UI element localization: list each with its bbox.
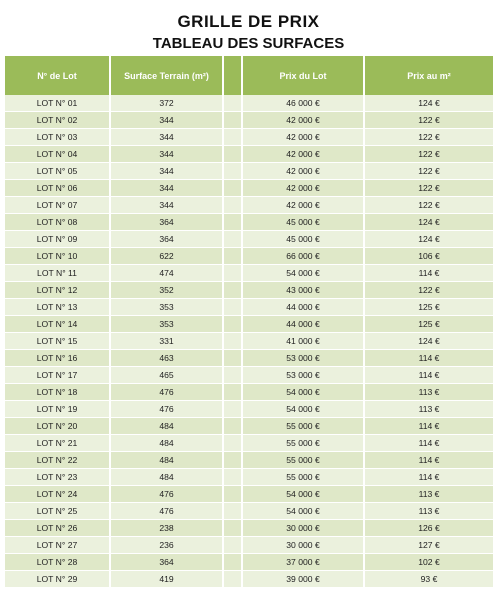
cell-spacer — [224, 248, 243, 265]
cell-price-per-m2: 124 € — [365, 231, 495, 248]
table-row — [5, 452, 495, 469]
cell-lot-number: LOT N° 27 — [5, 537, 111, 554]
cell-lot-number: LOT N° 24 — [5, 486, 111, 503]
cell-price-per-m2: 114 € — [365, 367, 495, 384]
cell-spacer — [224, 401, 243, 418]
cell-lot-number: LOT N° 06 — [5, 180, 111, 197]
cell-spacer — [224, 180, 243, 197]
cell-price-per-m2: 114 € — [365, 452, 495, 469]
table-row — [5, 95, 495, 112]
cell-surface: 484 — [111, 435, 224, 452]
cell-lot-price: 54 000 € — [243, 401, 365, 418]
cell-price-per-m2: 114 € — [365, 265, 495, 282]
cell-lot-price: 53 000 € — [243, 350, 365, 367]
cell-spacer — [224, 367, 243, 384]
price-table — [5, 56, 495, 588]
table-row — [5, 265, 495, 282]
cell-surface: 331 — [111, 333, 224, 350]
cell-lot-price: 42 000 € — [243, 163, 365, 180]
table-row — [5, 197, 495, 214]
cell-spacer — [224, 197, 243, 214]
cell-lot-number: LOT N° 15 — [5, 333, 111, 350]
cell-surface: 344 — [111, 112, 224, 129]
cell-surface: 465 — [111, 367, 224, 384]
cell-price-per-m2: 113 € — [365, 503, 495, 520]
cell-lot-number: LOT N° 26 — [5, 520, 111, 537]
cell-lot-price: 55 000 € — [243, 452, 365, 469]
cell-lot-number: LOT N° 14 — [5, 316, 111, 333]
cell-surface: 364 — [111, 214, 224, 231]
table-row — [5, 282, 495, 299]
cell-spacer — [224, 384, 243, 401]
table-row — [5, 537, 495, 554]
cell-lot-number: LOT N° 02 — [5, 112, 111, 129]
cell-lot-number: LOT N° 16 — [5, 350, 111, 367]
cell-spacer — [224, 214, 243, 231]
cell-spacer — [224, 112, 243, 129]
table-row — [5, 231, 495, 248]
cell-surface: 474 — [111, 265, 224, 282]
cell-lot-price: 55 000 € — [243, 435, 365, 452]
cell-surface: 484 — [111, 469, 224, 486]
cell-price-per-m2: 93 € — [365, 571, 495, 588]
cell-surface: 344 — [111, 129, 224, 146]
cell-spacer — [224, 265, 243, 282]
cell-price-per-m2: 122 € — [365, 282, 495, 299]
cell-lot-number: LOT N° 11 — [5, 265, 111, 282]
cell-price-per-m2: 113 € — [365, 384, 495, 401]
table-row — [5, 418, 495, 435]
page-subtitle: TABLEAU DES SURFACES — [152, 35, 345, 52]
cell-lot-price: 54 000 € — [243, 265, 365, 282]
cell-surface: 364 — [111, 554, 224, 571]
cell-price-per-m2: 102 € — [365, 554, 495, 571]
table-row — [5, 401, 495, 418]
cell-surface: 484 — [111, 418, 224, 435]
cell-lot-price: 45 000 € — [243, 214, 365, 231]
table-row — [5, 503, 495, 520]
cell-lot-price: 41 000 € — [243, 333, 365, 350]
cell-lot-price: 66 000 € — [243, 248, 365, 265]
cell-price-per-m2: 125 € — [365, 299, 495, 316]
cell-lot-number: LOT N° 10 — [5, 248, 111, 265]
page-title: GRILLE DE PRIX — [177, 12, 320, 31]
cell-lot-number: LOT N° 09 — [5, 231, 111, 248]
cell-lot-number: LOT N° 23 — [5, 469, 111, 486]
table-row — [5, 350, 495, 367]
table-header-row — [5, 56, 495, 95]
cell-lot-number: LOT N° 07 — [5, 197, 111, 214]
cell-price-per-m2: 122 € — [365, 180, 495, 197]
table-row — [5, 129, 495, 146]
table-row — [5, 469, 495, 486]
cell-spacer — [224, 282, 243, 299]
cell-surface: 484 — [111, 452, 224, 469]
cell-surface: 476 — [111, 503, 224, 520]
cell-spacer — [224, 503, 243, 520]
cell-spacer — [224, 452, 243, 469]
cell-surface: 236 — [111, 537, 224, 554]
cell-lot-number: LOT N° 18 — [5, 384, 111, 401]
cell-surface: 344 — [111, 146, 224, 163]
cell-lot-price: 55 000 € — [243, 469, 365, 486]
cell-lot-price: 54 000 € — [243, 503, 365, 520]
cell-lot-number: LOT N° 13 — [5, 299, 111, 316]
table-row — [5, 571, 495, 588]
table-row — [5, 214, 495, 231]
cell-lot-price: 53 000 € — [243, 367, 365, 384]
cell-surface: 476 — [111, 486, 224, 503]
cell-spacer — [224, 537, 243, 554]
cell-price-per-m2: 113 € — [365, 401, 495, 418]
table-row — [5, 112, 495, 129]
cell-surface: 344 — [111, 163, 224, 180]
cell-price-per-m2: 122 € — [365, 129, 495, 146]
cell-lot-number: LOT N° 21 — [5, 435, 111, 452]
cell-surface: 372 — [111, 95, 224, 112]
cell-lot-number: LOT N° 17 — [5, 367, 111, 384]
cell-spacer — [224, 316, 243, 333]
table-row — [5, 367, 495, 384]
cell-surface: 344 — [111, 197, 224, 214]
cell-price-per-m2: 126 € — [365, 520, 495, 537]
cell-lot-price: 54 000 € — [243, 384, 365, 401]
cell-price-per-m2: 114 € — [365, 418, 495, 435]
cell-spacer — [224, 520, 243, 537]
cell-lot-price: 42 000 € — [243, 112, 365, 129]
cell-lot-price: 30 000 € — [243, 537, 365, 554]
cell-lot-number: LOT N° 04 — [5, 146, 111, 163]
cell-surface: 476 — [111, 384, 224, 401]
cell-price-per-m2: 114 € — [365, 435, 495, 452]
cell-spacer — [224, 486, 243, 503]
cell-lot-number: LOT N° 28 — [5, 554, 111, 571]
cell-spacer — [224, 554, 243, 571]
cell-surface: 364 — [111, 231, 224, 248]
cell-surface: 353 — [111, 316, 224, 333]
table-row — [5, 163, 495, 180]
table-row — [5, 146, 495, 163]
cell-lot-price: 37 000 € — [243, 554, 365, 571]
cell-surface: 353 — [111, 299, 224, 316]
cell-lot-price: 42 000 € — [243, 146, 365, 163]
cell-spacer — [224, 571, 243, 588]
cell-price-per-m2: 127 € — [365, 537, 495, 554]
cell-lot-number: LOT N° 22 — [5, 452, 111, 469]
cell-surface: 344 — [111, 180, 224, 197]
cell-spacer — [224, 435, 243, 452]
cell-lot-price: 44 000 € — [243, 316, 365, 333]
cell-spacer — [224, 95, 243, 112]
cell-lot-price: 45 000 € — [243, 231, 365, 248]
table-row — [5, 248, 495, 265]
cell-spacer — [224, 231, 243, 248]
cell-lot-price: 55 000 € — [243, 418, 365, 435]
table-row — [5, 180, 495, 197]
cell-surface: 463 — [111, 350, 224, 367]
header-surface: Surface Terrain (m²) — [111, 56, 224, 95]
header-lot-number: N° de Lot — [5, 56, 111, 95]
cell-lot-price: 54 000 € — [243, 486, 365, 503]
cell-price-per-m2: 122 € — [365, 146, 495, 163]
cell-lot-number: LOT N° 12 — [5, 282, 111, 299]
cell-lot-price: 42 000 € — [243, 129, 365, 146]
cell-price-per-m2: 124 € — [365, 333, 495, 350]
cell-price-per-m2: 125 € — [365, 316, 495, 333]
cell-lot-price: 42 000 € — [243, 180, 365, 197]
header-spacer — [224, 56, 243, 95]
cell-surface: 476 — [111, 401, 224, 418]
cell-lot-number: LOT N° 20 — [5, 418, 111, 435]
cell-spacer — [224, 129, 243, 146]
cell-lot-number: LOT N° 19 — [5, 401, 111, 418]
cell-spacer — [224, 146, 243, 163]
cell-lot-price: 43 000 € — [243, 282, 365, 299]
cell-lot-price: 30 000 € — [243, 520, 365, 537]
cell-lot-number: LOT N° 25 — [5, 503, 111, 520]
table-row — [5, 299, 495, 316]
cell-spacer — [224, 299, 243, 316]
cell-price-per-m2: 114 € — [365, 469, 495, 486]
table-row — [5, 554, 495, 571]
table-row — [5, 486, 495, 503]
cell-surface: 238 — [111, 520, 224, 537]
cell-lot-number: LOT N° 03 — [5, 129, 111, 146]
cell-surface: 622 — [111, 248, 224, 265]
table-row — [5, 435, 495, 452]
cell-price-per-m2: 124 € — [365, 214, 495, 231]
cell-surface: 352 — [111, 282, 224, 299]
cell-lot-number: LOT N° 01 — [5, 95, 111, 112]
table-row — [5, 520, 495, 537]
cell-price-per-m2: 122 € — [365, 112, 495, 129]
cell-price-per-m2: 124 € — [365, 95, 495, 112]
cell-spacer — [224, 418, 243, 435]
cell-lot-number: LOT N° 08 — [5, 214, 111, 231]
table-row — [5, 333, 495, 350]
cell-spacer — [224, 333, 243, 350]
cell-lot-price: 46 000 € — [243, 95, 365, 112]
cell-price-per-m2: 122 € — [365, 163, 495, 180]
cell-lot-price: 42 000 € — [243, 197, 365, 214]
cell-lot-number: LOT N° 05 — [5, 163, 111, 180]
cell-surface: 419 — [111, 571, 224, 588]
cell-lot-price: 44 000 € — [243, 299, 365, 316]
cell-price-per-m2: 106 € — [365, 248, 495, 265]
table-row — [5, 384, 495, 401]
cell-spacer — [224, 163, 243, 180]
table-row — [5, 316, 495, 333]
cell-lot-number: LOT N° 29 — [5, 571, 111, 588]
cell-price-per-m2: 113 € — [365, 486, 495, 503]
cell-lot-price: 39 000 € — [243, 571, 365, 588]
cell-price-per-m2: 122 € — [365, 197, 495, 214]
cell-price-per-m2: 114 € — [365, 350, 495, 367]
header-lot-price: Prix du Lot — [243, 56, 365, 95]
header-price-per-m2: Prix au m² — [365, 56, 495, 95]
cell-spacer — [224, 350, 243, 367]
cell-spacer — [224, 469, 243, 486]
